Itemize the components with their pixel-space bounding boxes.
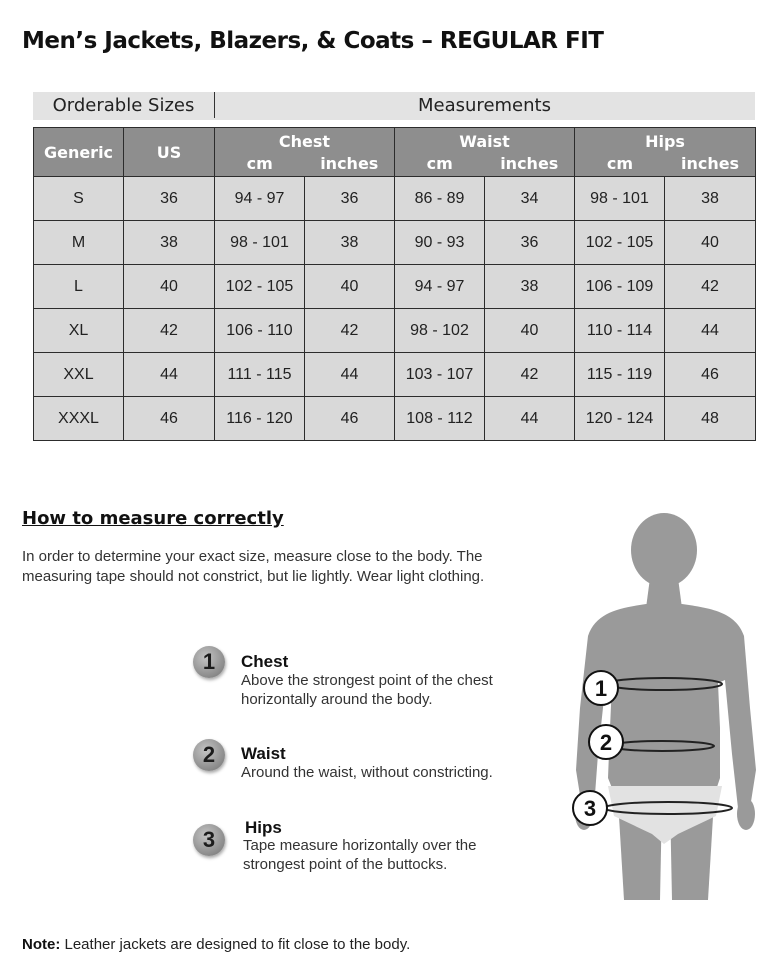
- header-hips-cm: cm: [606, 154, 634, 173]
- howto-heading: How to measure correctly: [22, 508, 284, 529]
- cell-chest-inches: 40: [305, 265, 395, 309]
- cell-hips-cm: 106 - 109: [575, 265, 665, 309]
- marker-chest-label: 1: [594, 676, 608, 701]
- cell-hips-inches: 40: [665, 221, 756, 265]
- cell-us: 46: [124, 397, 215, 441]
- header-waist-group: [395, 128, 575, 177]
- cell-hips-cm: 120 - 124: [575, 397, 665, 441]
- cell-hips-cm: 102 - 105: [575, 221, 665, 265]
- cell-chest-cm: 116 - 120: [215, 397, 305, 441]
- marker-waist: [589, 725, 623, 759]
- note-text: Leather jackets are designed to fit close to the body.: [60, 936, 411, 953]
- table-row: [34, 221, 756, 265]
- cell-generic: XL: [34, 309, 124, 353]
- footer-note: [22, 936, 410, 953]
- cell-generic: L: [34, 265, 124, 309]
- cell-chest-cm: 102 - 105: [215, 265, 305, 309]
- cell-us: 40: [124, 265, 215, 309]
- table-row: [34, 177, 756, 221]
- cell-waist-inches: 38: [485, 265, 575, 309]
- header-waist: Waist: [459, 132, 510, 151]
- header-us: US: [124, 128, 215, 177]
- step-title-waist: Waist: [241, 744, 286, 763]
- cell-hips-inches: 46: [665, 353, 756, 397]
- header-hips-group: [575, 128, 756, 177]
- table-row: [34, 397, 756, 441]
- header-hips-inches: inches: [680, 154, 740, 173]
- marker-waist-label: 2: [599, 730, 613, 755]
- table-row: [34, 309, 756, 353]
- cell-waist-cm: 94 - 97: [395, 265, 485, 309]
- cell-chest-cm: 111 - 115: [215, 353, 305, 397]
- cell-hips-inches: 42: [665, 265, 756, 309]
- cell-chest-cm: 106 - 110: [215, 309, 305, 353]
- cell-waist-cm: 90 - 93: [395, 221, 485, 265]
- header-chest-group: [215, 128, 395, 177]
- cell-waist-cm: 86 - 89: [395, 177, 485, 221]
- header-chest-inches: inches: [320, 154, 379, 173]
- table-header-row: [34, 128, 756, 177]
- cell-waist-cm: 108 - 112: [395, 397, 485, 441]
- table-row: [34, 265, 756, 309]
- cell-chest-cm: 94 - 97: [215, 177, 305, 221]
- step-number-badge: 2: [193, 739, 225, 771]
- cell-waist-cm: 103 - 107: [395, 353, 485, 397]
- page-title: Men’s Jackets, Blazers, & Coats – REGULAR FIT: [22, 28, 604, 54]
- cell-us: 44: [124, 353, 215, 397]
- size-table: [33, 127, 756, 441]
- cell-chest-inches: 38: [305, 221, 395, 265]
- cell-chest-inches: 44: [305, 353, 395, 397]
- cell-hips-cm: 110 - 114: [575, 309, 665, 353]
- marker-chest: [584, 671, 618, 705]
- header-generic: Generic: [34, 128, 124, 177]
- orderable-sizes-label: Orderable Sizes: [52, 95, 195, 116]
- cell-us: 38: [124, 221, 215, 265]
- cell-us: 36: [124, 177, 215, 221]
- cell-generic: S: [34, 177, 124, 221]
- cell-generic: XXL: [34, 353, 124, 397]
- cell-waist-inches: 42: [485, 353, 575, 397]
- header-chest: Chest: [278, 132, 331, 151]
- measurements-label: Measurements: [418, 95, 551, 116]
- cell-chest-inches: 46: [305, 397, 395, 441]
- cell-chest-inches: 36: [305, 177, 395, 221]
- cell-waist-cm: 98 - 102: [395, 309, 485, 353]
- step-desc-chest: Above the strongest point of the chest horizontally around the body.: [241, 672, 493, 708]
- cell-waist-inches: 44: [485, 397, 575, 441]
- cell-chest-cm: 98 - 101: [215, 221, 305, 265]
- marker-hips-label: 3: [583, 796, 597, 821]
- marker-hips: [573, 791, 607, 825]
- howto-intro: In order to determine your exact size, measure close to the body. The measuring tape should not constrict, but lie lightly. Wear light clothing.: [22, 548, 485, 585]
- cell-hips-cm: 98 - 101: [575, 177, 665, 221]
- note-label: Note:: [22, 936, 61, 953]
- cell-waist-inches: 34: [485, 177, 575, 221]
- cell-generic: M: [34, 221, 124, 265]
- cell-chest-inches: 42: [305, 309, 395, 353]
- table-row: [34, 353, 756, 397]
- step-title-chest: Chest: [241, 652, 289, 671]
- step-desc-hips: Tape measure horizontally over the strongest point of the buttocks.: [243, 837, 477, 873]
- cell-us: 42: [124, 309, 215, 353]
- cell-waist-inches: 40: [485, 309, 575, 353]
- header-waist-inches: inches: [500, 154, 559, 173]
- cell-waist-inches: 36: [485, 221, 575, 265]
- cell-hips-inches: 38: [665, 177, 756, 221]
- header-chest-cm: cm: [246, 154, 273, 173]
- header-hips: Hips: [645, 132, 685, 151]
- step-number-badge: 1: [193, 646, 225, 678]
- cell-hips-inches: 44: [665, 309, 756, 353]
- step-desc-waist: Around the waist, without constricting.: [241, 764, 493, 781]
- cell-generic: XXXL: [34, 397, 124, 441]
- step-number-badge: 3: [193, 824, 225, 856]
- body-silhouette-figure: [560, 508, 776, 900]
- header-waist-cm: cm: [426, 154, 453, 173]
- cell-hips-inches: 48: [665, 397, 756, 441]
- table-super-header: [33, 92, 755, 120]
- cell-hips-cm: 115 - 119: [575, 353, 665, 397]
- step-title-hips: Hips: [245, 818, 282, 837]
